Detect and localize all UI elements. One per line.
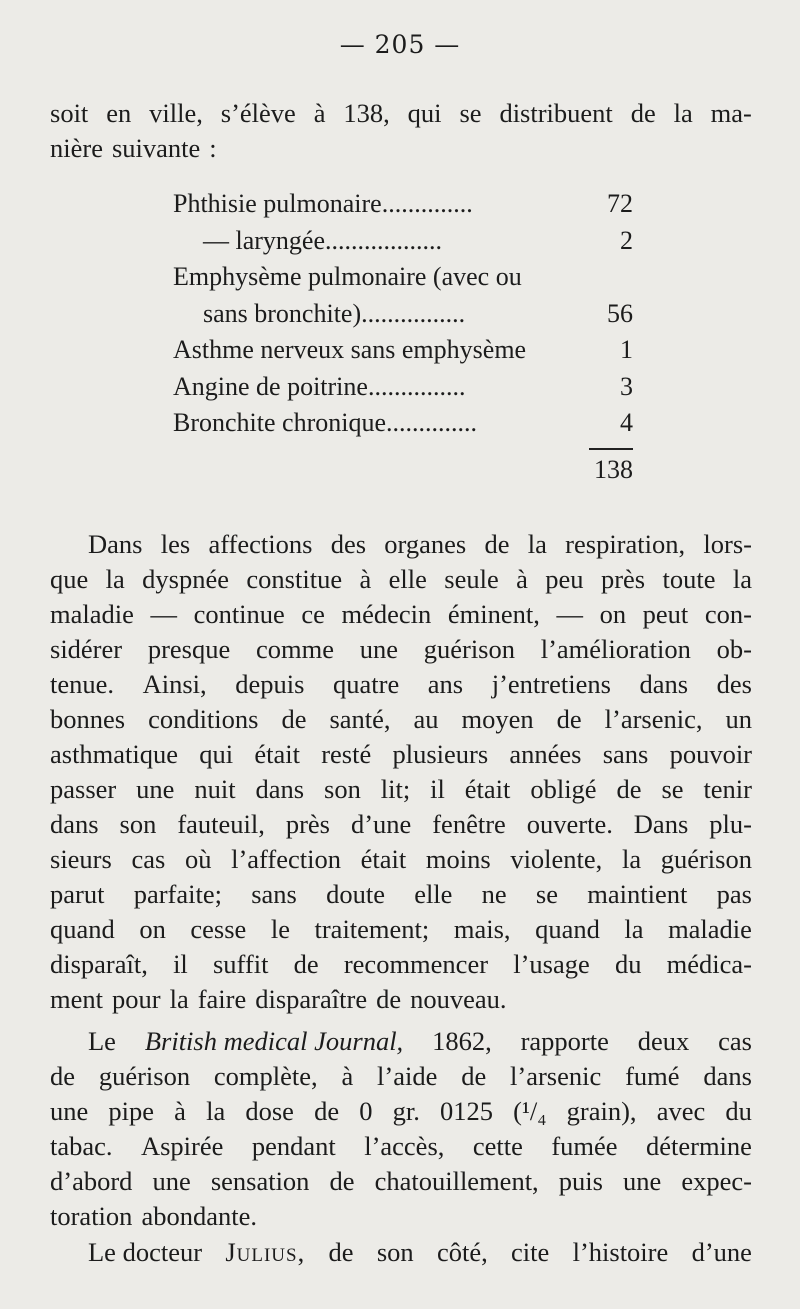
word: son xyxy=(376,1237,414,1267)
word: était xyxy=(254,739,300,769)
word: ouverte. xyxy=(526,809,613,839)
word: respiration, xyxy=(565,529,686,559)
word: quatre xyxy=(333,669,400,699)
word: pendant xyxy=(251,1131,336,1161)
text-line xyxy=(50,1199,752,1234)
word: toration xyxy=(50,1201,133,1231)
word: il xyxy=(430,774,445,804)
text-line xyxy=(50,982,752,1017)
word: Aspirée xyxy=(140,1131,224,1161)
word: fumée xyxy=(551,1131,618,1161)
word: nouveau. xyxy=(410,984,507,1014)
word: guérison xyxy=(423,634,515,664)
word: ob- xyxy=(716,634,752,664)
word: du xyxy=(614,949,642,979)
word: ce xyxy=(301,599,325,629)
word: était xyxy=(360,844,407,874)
row-value: 72 xyxy=(607,189,633,218)
paragraph-julius xyxy=(50,1235,752,1270)
word: cite xyxy=(511,1237,550,1267)
word: qui xyxy=(199,739,234,769)
word: faire xyxy=(197,984,247,1014)
word: gr. xyxy=(392,1096,420,1126)
table-row xyxy=(173,332,633,369)
row-label: Angine de poitrine............... xyxy=(173,371,466,401)
word: nuit xyxy=(194,774,236,804)
word: de xyxy=(556,704,582,734)
text-line xyxy=(50,842,752,877)
word: ans xyxy=(427,669,464,699)
word: tenir xyxy=(703,774,752,804)
word: cette xyxy=(472,1131,523,1161)
word: puis xyxy=(558,1166,603,1196)
word: la xyxy=(732,564,752,594)
word: dyspnée xyxy=(142,564,230,594)
word: complète, xyxy=(213,1061,318,1091)
word: Le docteur xyxy=(88,1237,203,1267)
word: une xyxy=(50,1096,89,1126)
word: la xyxy=(206,1096,226,1126)
text-line xyxy=(50,667,752,702)
word: dans xyxy=(50,809,99,839)
word: dans xyxy=(639,669,689,699)
word: une xyxy=(152,1166,191,1196)
row-value: 2 xyxy=(620,225,633,255)
word: moyen xyxy=(461,704,534,734)
word: de xyxy=(616,774,642,804)
word: de xyxy=(314,1096,340,1126)
row-label: sans bronchite)................ xyxy=(203,298,466,328)
word: santé, xyxy=(329,704,391,734)
word: presque xyxy=(147,634,231,664)
word: on xyxy=(599,599,627,629)
word: fumé xyxy=(625,1061,680,1091)
word: de xyxy=(293,949,319,979)
word: l’amélioration xyxy=(540,634,691,664)
word: plusieurs xyxy=(392,739,489,769)
word: pouvoir xyxy=(669,739,752,769)
table-total: 138 xyxy=(594,454,633,484)
word: l’histoire xyxy=(572,1237,669,1267)
word: obligé xyxy=(530,774,597,804)
word: suivante xyxy=(111,133,201,163)
row-value xyxy=(603,259,633,296)
word: Dans xyxy=(88,529,143,559)
word: où xyxy=(184,844,212,874)
row-value: 56 xyxy=(607,298,633,328)
word: de xyxy=(281,704,307,734)
word: à xyxy=(516,564,528,594)
text-line xyxy=(50,1094,752,1129)
word: 0125 xyxy=(440,1096,493,1126)
word: des xyxy=(716,669,752,699)
word: l’affection xyxy=(231,844,341,874)
word: près xyxy=(285,809,330,839)
word: dose xyxy=(245,1096,294,1126)
word: (¹/₄ xyxy=(513,1096,547,1126)
word: suffit xyxy=(212,949,269,979)
word: 138, xyxy=(343,98,390,128)
word: son xyxy=(119,809,157,839)
word: lit; xyxy=(380,774,411,804)
word: une xyxy=(623,1166,662,1196)
word: passer xyxy=(50,774,117,804)
word: pipe xyxy=(108,1096,155,1126)
text-line xyxy=(50,737,752,772)
word: peu xyxy=(545,564,584,594)
word: à xyxy=(341,1061,354,1091)
text-line xyxy=(50,632,752,667)
word: sensation xyxy=(210,1166,310,1196)
page-number-header: — 205 — xyxy=(339,30,461,59)
text-line xyxy=(50,877,752,912)
intro-paragraph xyxy=(50,96,752,166)
text-line xyxy=(50,912,752,947)
word: constitue xyxy=(246,564,343,594)
word: tabac. xyxy=(50,1131,113,1161)
word: pour xyxy=(112,984,161,1014)
text-line xyxy=(50,807,752,842)
word: bonnes xyxy=(50,704,126,734)
word: maintient xyxy=(587,879,688,909)
word: conditions xyxy=(148,704,259,734)
word: Dans xyxy=(633,809,689,839)
word: ma- xyxy=(710,98,752,128)
word: parut xyxy=(50,879,105,909)
person-name: Julius, xyxy=(225,1237,306,1267)
text-line xyxy=(50,527,752,562)
word: d’abord xyxy=(50,1166,133,1196)
text-line xyxy=(50,702,752,737)
word: les xyxy=(160,529,191,559)
word: en xyxy=(106,98,132,128)
word: maladie xyxy=(50,599,134,629)
text-line xyxy=(50,1129,752,1164)
word: chatouillement, xyxy=(374,1166,539,1196)
word: depuis xyxy=(235,669,305,699)
word: sans xyxy=(251,879,297,909)
journal-title: British medical Journal, xyxy=(144,1026,404,1056)
word: de xyxy=(50,1061,76,1091)
word: médecin xyxy=(341,599,432,629)
word: de xyxy=(376,984,402,1014)
paragraph-british-journal xyxy=(50,1024,752,1234)
word: affections xyxy=(208,529,313,559)
word: disparaître xyxy=(255,984,368,1014)
word: sieurs xyxy=(50,844,112,874)
word: Le xyxy=(88,1026,116,1056)
word: rapporte xyxy=(520,1026,609,1056)
word: nière xyxy=(50,133,103,163)
word: continue xyxy=(193,599,285,629)
row-label: Asthme nerveux sans emphysème xyxy=(173,335,527,364)
word: la xyxy=(621,844,642,874)
table-row xyxy=(173,296,633,333)
table-row xyxy=(173,369,633,406)
table-row xyxy=(173,223,633,260)
paragraph-dyspnea xyxy=(50,527,752,1017)
word: l’accès, xyxy=(364,1131,445,1161)
word: guérison xyxy=(98,1061,191,1091)
word: l’arsenic xyxy=(510,1061,602,1091)
row-label: Bronchite chronique.............. xyxy=(173,408,477,437)
word: ment xyxy=(50,984,103,1014)
word: elle xyxy=(388,564,427,594)
table-row xyxy=(173,259,633,296)
word: elle xyxy=(414,879,453,909)
word: années xyxy=(509,739,582,769)
word: peut xyxy=(642,599,689,629)
word: sidérer xyxy=(50,634,123,664)
word: dans xyxy=(255,774,305,804)
word: la xyxy=(105,564,125,594)
word: resté xyxy=(321,739,372,769)
word: un xyxy=(725,704,752,734)
word: 0 xyxy=(359,1096,373,1126)
row-value: 1 xyxy=(620,335,633,364)
word: d’une xyxy=(350,809,412,839)
word: doute xyxy=(326,879,385,909)
word: comme xyxy=(256,634,334,664)
word: qui xyxy=(407,98,442,128)
word: de xyxy=(630,98,656,128)
text-line xyxy=(50,772,752,807)
word: détermine xyxy=(645,1131,752,1161)
word: distribuent xyxy=(499,98,613,128)
statistics-table xyxy=(173,186,633,488)
word: il xyxy=(173,949,188,979)
word: — xyxy=(150,599,177,629)
word: de xyxy=(328,1237,354,1267)
word: asthmatique xyxy=(50,739,179,769)
word: d’une xyxy=(691,1237,752,1267)
word: son xyxy=(324,774,361,804)
word: cas xyxy=(718,1026,752,1056)
word: soit xyxy=(50,98,89,128)
table-row xyxy=(173,405,633,442)
word: du xyxy=(725,1096,752,1126)
word: fauteuil, xyxy=(177,809,265,839)
word: s’élève xyxy=(220,98,296,128)
word: cesse xyxy=(190,914,247,944)
row-label: — laryngée.................. xyxy=(203,225,443,255)
word: l’usage xyxy=(513,949,590,979)
text-line xyxy=(50,562,752,597)
word: près xyxy=(600,564,646,594)
word: con- xyxy=(704,599,752,629)
table-row xyxy=(173,186,633,223)
sum-rule xyxy=(589,448,633,450)
word: Ainsi, xyxy=(142,669,207,699)
word: ne xyxy=(481,879,507,909)
text-line xyxy=(50,1059,752,1094)
text-line xyxy=(50,1235,752,1270)
word: deux xyxy=(637,1026,690,1056)
word: grain), xyxy=(566,1096,637,1126)
word: moins xyxy=(425,844,491,874)
row-label: Phthisie pulmonaire.............. xyxy=(173,189,473,218)
word: cas xyxy=(131,844,166,874)
word: le xyxy=(270,914,290,944)
word: guérison xyxy=(660,844,752,874)
word: toute xyxy=(662,564,716,594)
word: au xyxy=(413,704,439,734)
word: disparaît, xyxy=(50,949,148,979)
text-line xyxy=(50,131,752,166)
word: à xyxy=(313,98,326,128)
word: à xyxy=(174,1096,186,1126)
word: la xyxy=(527,529,547,559)
word: violente, xyxy=(510,844,603,874)
text-line xyxy=(50,1164,752,1199)
word: plu- xyxy=(709,809,752,839)
word: côté, xyxy=(436,1237,488,1267)
word: la xyxy=(169,984,189,1014)
word: des xyxy=(330,529,367,559)
word: la xyxy=(624,914,644,944)
word: l’aide xyxy=(377,1061,438,1091)
word: sans xyxy=(602,739,649,769)
word: parfaite; xyxy=(133,879,222,909)
word: l’arsenic, xyxy=(604,704,703,734)
word: se xyxy=(661,774,684,804)
text-line xyxy=(50,96,752,131)
word: fenêtre xyxy=(432,809,506,839)
word: à xyxy=(359,564,372,594)
word: de xyxy=(329,1166,355,1196)
word: tenue. xyxy=(50,669,115,699)
word: pas xyxy=(716,879,752,909)
word: médica- xyxy=(666,949,752,979)
word: : xyxy=(209,133,217,163)
word: quand xyxy=(535,914,600,944)
word: de xyxy=(484,529,510,559)
word: de xyxy=(461,1061,487,1091)
word: recommencer xyxy=(343,949,489,979)
word: une xyxy=(359,634,398,664)
word: ville, xyxy=(149,98,203,128)
word: — xyxy=(556,599,583,629)
text-line xyxy=(50,1024,752,1059)
word: 1862, xyxy=(432,1026,492,1056)
word: traitement; xyxy=(314,914,430,944)
word: se xyxy=(535,879,558,909)
word: lors- xyxy=(703,529,752,559)
word: organes xyxy=(384,529,467,559)
word: mais, xyxy=(453,914,511,944)
text-line xyxy=(50,597,752,632)
word: une xyxy=(136,774,175,804)
word: était xyxy=(464,774,511,804)
word: j’entretiens xyxy=(491,669,611,699)
word: abondante. xyxy=(141,1201,257,1231)
word: éminent, xyxy=(447,599,540,629)
word: avec xyxy=(656,1096,706,1126)
word: expec- xyxy=(681,1166,752,1196)
word: seule xyxy=(444,564,499,594)
word: dans xyxy=(703,1061,752,1091)
text-line xyxy=(50,947,752,982)
word: la xyxy=(673,98,693,128)
word: quand xyxy=(50,914,115,944)
word: que xyxy=(50,564,89,594)
row-value: 4 xyxy=(620,408,633,437)
word: se xyxy=(459,98,482,128)
row-label: Emphysème pulmonaire (avec ou xyxy=(173,262,522,291)
word: maladie xyxy=(668,914,752,944)
row-value: 3 xyxy=(620,371,633,401)
word: on xyxy=(139,914,166,944)
